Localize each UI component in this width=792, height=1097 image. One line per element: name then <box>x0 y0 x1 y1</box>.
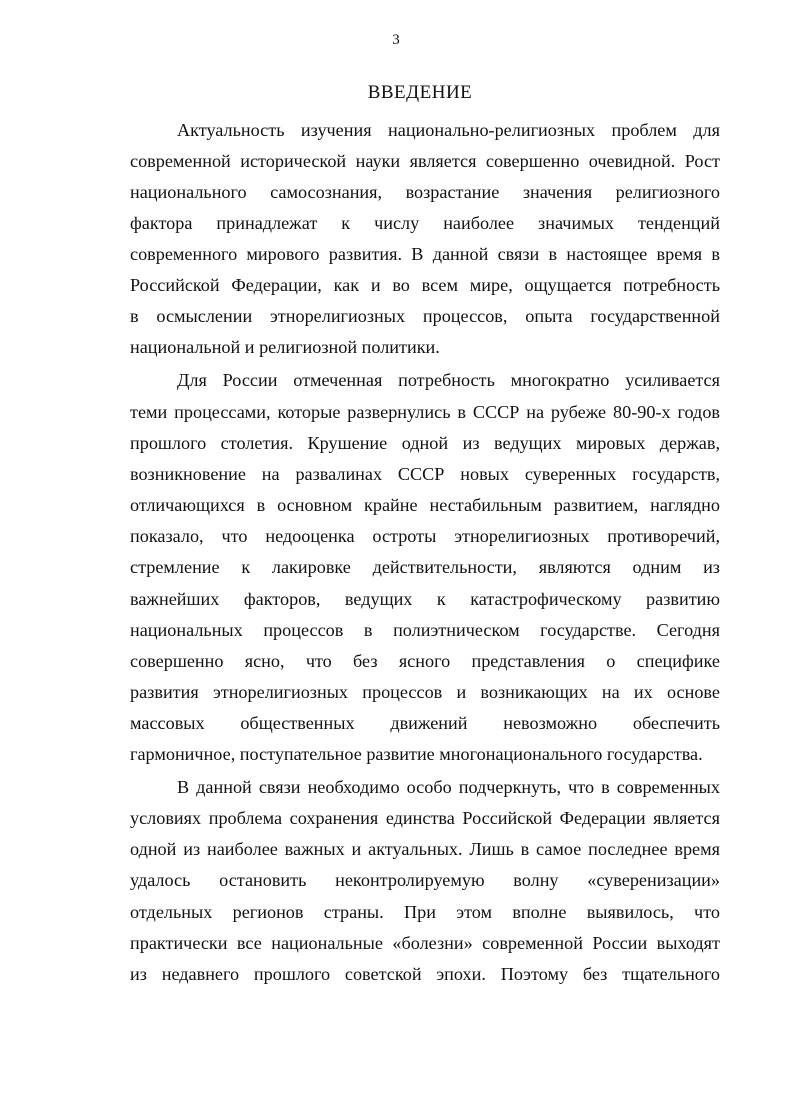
text-line: стремление к лакировке действительности, являются одним из <box>130 557 720 577</box>
text-line: развития этнорелигиозных процессов и возникающих на их основе <box>130 682 720 702</box>
text-line: Актуальность изучения национально-религиозных проблем для <box>177 120 720 140</box>
text-line: удалось остановить неконтролируемую волну «суверенизации» <box>130 870 720 890</box>
text-line: гармоничное, поступательное развитие многонационального государства. <box>130 744 703 764</box>
text-line: национальной и религиозной политики. <box>130 337 440 357</box>
text-line: В данной связи необходимо особо подчеркнуть, что в современных <box>177 777 720 797</box>
section-title: ВВЕДЕНИЕ <box>367 82 473 103</box>
text-line: прошлого столетия. Крушение одной из ведущих мировых держав, <box>130 433 720 453</box>
text-line: современной исторической науки является совершенно очевидной. Рост <box>130 151 720 171</box>
text-line: одной из наиболее важных и актуальных. Лишь в самое последнее время <box>130 839 720 859</box>
text-line: условиях проблема сохранения единства Российской Федерации является <box>130 808 720 828</box>
text-line: возникновение на развалинах СССР новых суверенных государств, <box>130 464 720 484</box>
text-line: массовых общественных движений невозможно обеспечить <box>130 713 720 733</box>
text-line: теми процессами, которые развернулись в СССР на рубеже 80-90-х годов <box>130 402 720 422</box>
text-line: национального самосознания, возрастание значения религиозного <box>130 182 720 202</box>
text-line: важнейших факторов, ведущих к катастрофическому развитию <box>130 589 720 609</box>
page-number: 3 <box>392 32 400 48</box>
text-line: совершенно ясно, что без ясного представления о специфике <box>130 651 720 671</box>
text-line: из недавнего прошлого советской эпохи. Поэтому без тщательного <box>130 964 720 984</box>
text-line: показало, что недооценка остроты этнорелигиозных противоречий, <box>130 526 720 546</box>
text-line: Российской Федерации, как и во всем мире, ощущается потребность <box>130 275 720 295</box>
text-line: современного мирового развития. В данной связи в настоящее время в <box>130 244 720 264</box>
text-line: отдельных регионов страны. При этом вполне выявилось, что <box>130 902 720 922</box>
text-line: отличающихся в основном крайне нестабильным развитием, наглядно <box>130 495 720 515</box>
text-line: в осмыслении этнорелигиозных процессов, опыта государственной <box>130 306 720 326</box>
text-line: национальных процессов в полиэтническом государстве. Сегодня <box>130 620 720 640</box>
text-line: практически все национальные «болезни» современной России выходят <box>130 933 720 953</box>
text-line: Для России отмеченная потребность многократно усиливается <box>177 370 720 390</box>
text-line: фактора принадлежат к числу наиболее значимых тенденций <box>130 213 720 233</box>
